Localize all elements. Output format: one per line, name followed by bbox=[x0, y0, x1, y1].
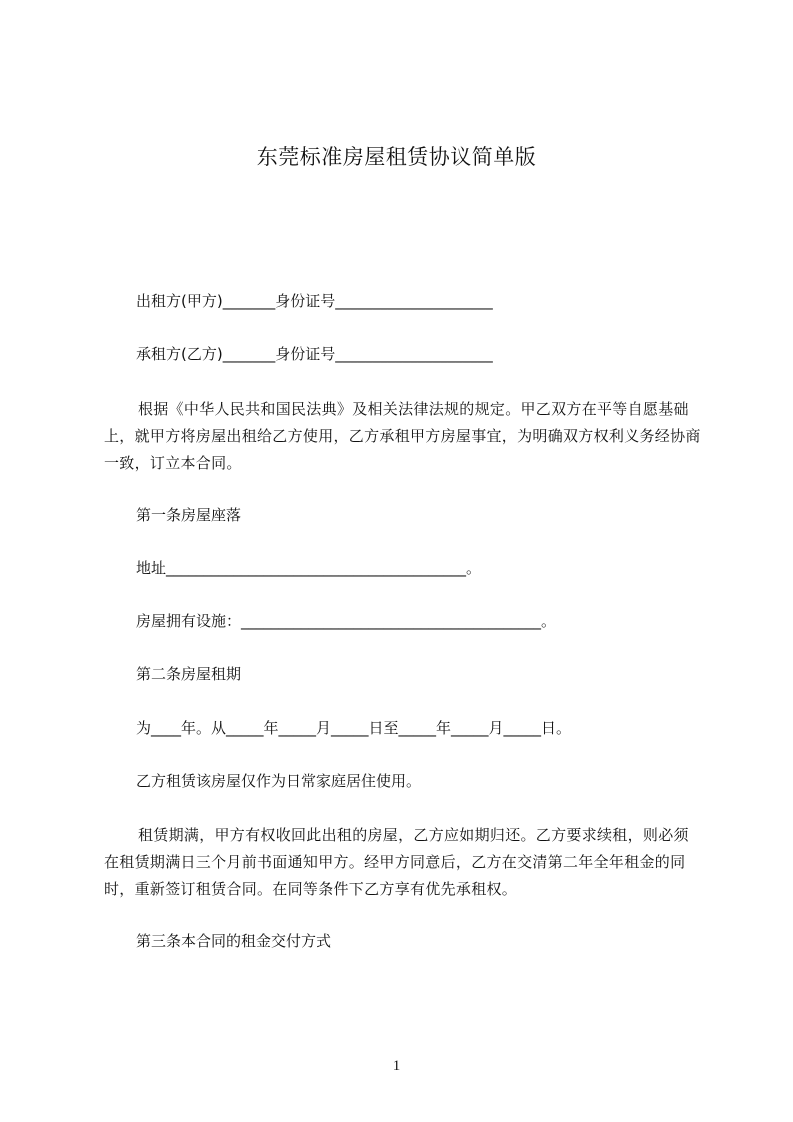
lessor-line: 出租方(甲方)_______身份证号_____________________ bbox=[136, 292, 493, 310]
term-line: 为____年。从_____年_____月_____日至_____年_____月_____日。 bbox=[136, 719, 572, 737]
article-2-heading: 第二条房屋租期 bbox=[136, 665, 242, 683]
facilities-line: 房屋拥有设施：________________________________________。 bbox=[136, 612, 557, 630]
intro-paragraph: 根据《中华人民共和国民法典》及相关法律法规的规定。甲乙双方在平等自愿基础上，就甲方将房屋出租给乙方使用，乙方承租甲方房屋事宜，为明确双方权利义务经协商一致，订立本合同。 bbox=[104, 400, 701, 472]
article-3-heading: 第三条本合同的租金交付方式 bbox=[136, 932, 332, 950]
page-number: 1 bbox=[392, 1058, 401, 1074]
renewal-paragraph: 租赁期满，甲方有权收回此出租的房屋，乙方应如期归还。乙方要求续租，则必须在租赁期满日三个月前书面通知甲方。经甲方同意后，乙方在交清第二年全年租金的同时，重新签订租赁合同。在同等条件下乙方享有优先承租权。 bbox=[104, 826, 689, 898]
usage-line: 乙方租赁该房屋仅作为日常家庭居住使用。 bbox=[136, 772, 422, 790]
article-1-heading: 第一条房屋座落 bbox=[136, 506, 242, 524]
address-line: 地址________________________________________。 bbox=[136, 559, 482, 577]
lessee-line: 承租方(乙方)_______身份证号_____________________ bbox=[136, 345, 493, 363]
document-title: 东莞标准房屋租赁协议简单版 bbox=[256, 145, 537, 169]
